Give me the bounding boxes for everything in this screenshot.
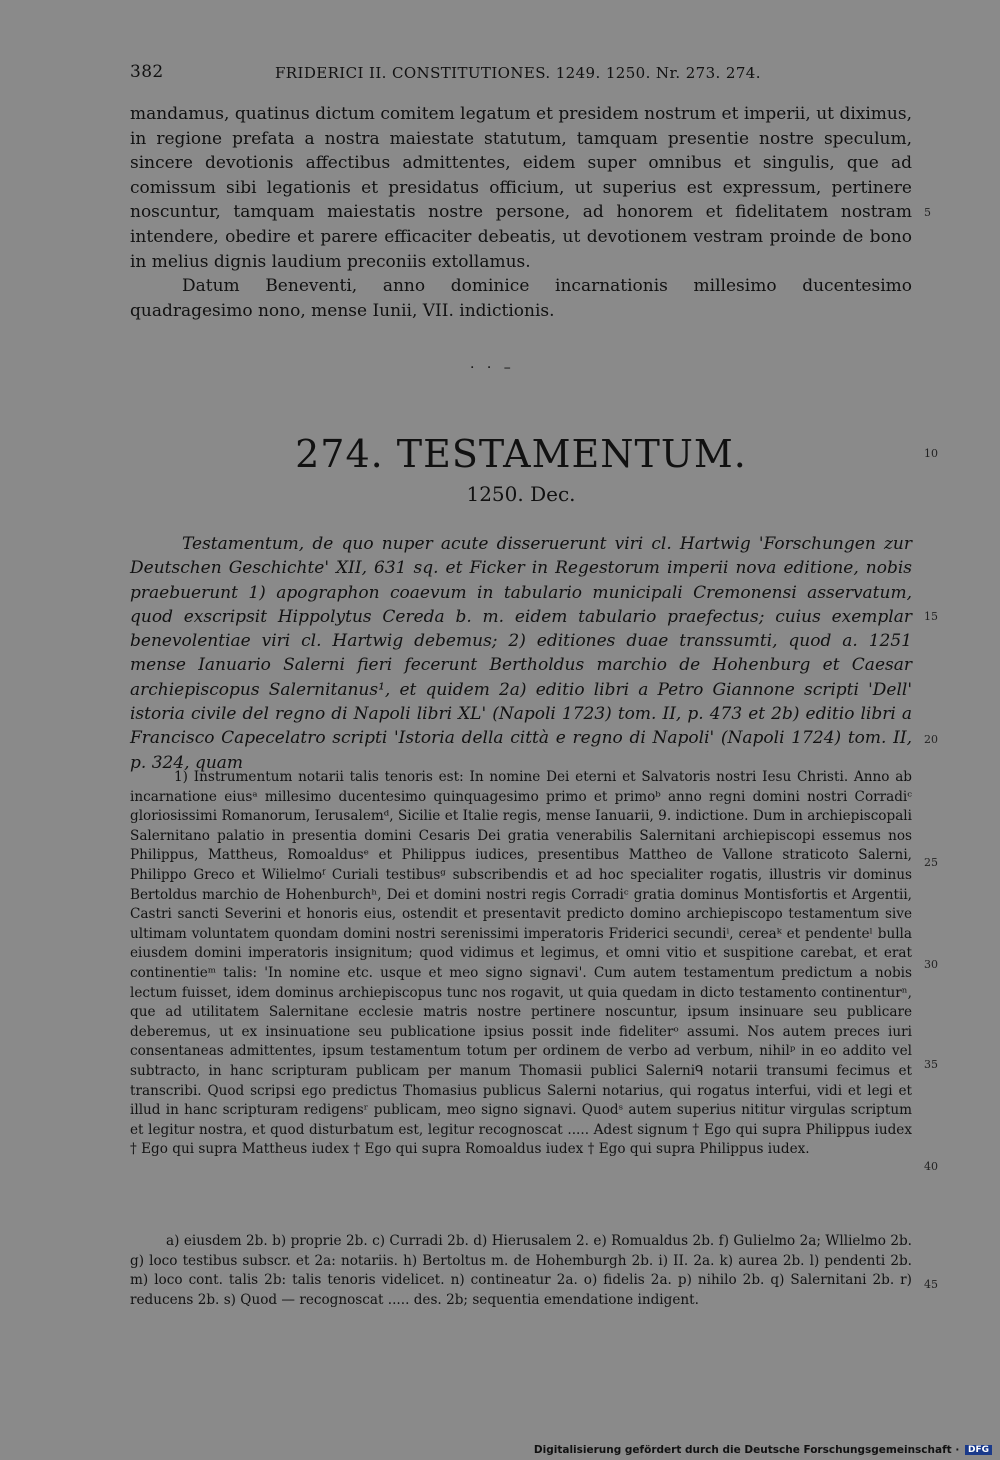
apparatus-notes (130, 1232, 912, 1310)
footnote-1 (130, 768, 912, 1160)
line-number: 40 (924, 1160, 938, 1173)
line-number: 45 (924, 1278, 938, 1291)
line-number: 35 (924, 1058, 938, 1071)
body-text (130, 102, 912, 323)
section-date: 1250. Dec. (466, 482, 576, 506)
running-title: FRIDERICI II. CONSTITUTIONES. 1249. 1250. Nr. 273. 274. (275, 64, 761, 82)
apparatus-notes-text: a) eiusdem 2b. b) proprie 2b. c) Curradi 2b. d) Hierusalem 2. e) Romualdus 2b. f) Gulielmo 2a; Wllielmo 2b. g) loco testibus subscr. et 2a: notariis. h) Bertoltus m. de Hohemburgh 2b. i) II. 2a. k) aurea 2b. l) pendenti 2b. m) loco cont. talis 2b: talis tenoris videlicet. n) contineatur 2a. o) fidelis 2a. p) nihilo 2b. q) Salernitani 2b. r) reducens 2b. s) Quod — recognoscat ..... des. 2b; sequentia emendatione indigent. (130, 1233, 912, 1308)
body-paragraph-2: Datum Beneventi, anno dominice incarnationis millesimo ducentesimo quadragesimo nono, mense Iunii, VII. indictionis. (130, 276, 912, 321)
line-number: 25 (924, 856, 938, 869)
line-number: 30 (924, 958, 938, 971)
footer-text: Digitalisierung gefördert durch die Deutsche Forschungsgemeinschaft · (533, 1444, 960, 1456)
footnote-1-text: 1) Instrumentum notarii talis tenoris est: In nomine Dei eterni et Salvatoris nostri Iesu Christi. Anno ab incarnatione eiusᵃ millesimo ducentesimo quinquagesimo primo et primoᵇ anno regni domini nostri Corradiᶜ gloriosissimi Romanorum, Ierusalemᵈ, Sicilie et Italie regis, mense Ianuarii, 9. indictione. Dum in archiepiscopali Salernitano palatio in presentia domini Cesaris Dei gratia venerabilis Salernitani archiepiscopi essemus nos Philippus, Mattheus, Romoaldusᵉ et Philippus iudices, presentibus Mattheo de Vallone straticoto Salerni, Philippo Greco et Wilielmoᶠ Curiali testibusᵍ subscribendis et ad hoc specialiter rogatis, illustris vir dominus Bertoldus marchio de Hohenburchʰ, Dei et domini nostri regis Corradiᶜ gratia dominus Montisfortis et Argentii, Castri sancti Severini et honoris eius, ostendit et presentavit predicto domino archiepiscopo testamentum sive ultimam voluntatem quondam domini nostri serenissimi imperatoris Friderici secundiⁱ, cereaᵏ et pendenteˡ bulla eiusdem domini imperatoris insignitum; quod vidimus et legimus, et omni vitio et suspitione carebat, et erat continentieᵐ talis: 'In nomine etc. usque et meo signo signavi'. Cum autem testamentum predictum a nobis lectum fuisset, idem dominus archiepiscopus tunc nos rogavit, ut quia quedam in dicto testamento continenturⁿ, que ad utilitatem Salernitane ecclesie matris nostre pertinere noscuntur, ipsum insinuare seu publicare deberemus, ut ex insinuatione seu publicatione ipsius possit inde fideliterᵒ assumi. Nos autem preces iuri consentaneas admittentes, ipsum testamentum totum per ordinem de verbo ad verbum, nihilᵖ in eo addito vel subtracto, in hanc scripturam publicam per manum Thomasii publici Salerniᑫ notarii transumi fecimus et transcribi. Quod scripsi ego predictus Thomasius publicus Salerni notarius, qui rogatus interfui, vidi et legi et illud in hanc scripturam redigensʳ publicam, meo signo signavi. Quodˢ autem superius nititur virgulas scriptum et legitur nostra, et quod disturbatum est, legitur recognoscat ..... Adest signum † Ego qui supra Philippus iudex † Ego qui supra Mattheus iudex † Ego qui supra Romoaldus iudex † Ego qui supra Philippus iudex. (130, 769, 912, 1158)
line-number: 15 (924, 610, 938, 623)
section-heading: 274. TESTAMENTUM. (295, 432, 747, 476)
line-number: 10 (924, 447, 938, 460)
intro-paragraph: Testamentum, de quo nuper acute disseruerunt viri cl. Hartwig 'Forschungen zur Deutschen Geschichte' XII, 631 sq. et Ficker in Regestorum imperii nova editione, nobis praebuerunt 1) apographon coaevum in tabulario municipali Cremonensi asservatum, quod exscripsit Hippolytus Cereda b. m. eidem tabulario praefectus; cuius exemplar benevolentiae viri cl. Hartwig debemus; 2) editiones duae transsumti, quod a. 1251 mense Ianuario Salerni fieri fecerunt Bertholdus marchio de Hohenburg et Caesar archiepiscopus Salernitanus¹, et quidem 2a) editio libri a Petro Giannone scripti 'Dell' istoria civile del regno di Napoli libri XL' (Napoli 1723) tom. II, p. 473 et 2b) editio libri a Francisco Capecelatro scripti 'Istoria della città e regno di Napoli' (Napoli 1724) tom. II, p. 324, quam (130, 534, 912, 773)
page-header (130, 62, 912, 86)
line-number: 20 (924, 733, 938, 746)
digitization-footer (534, 1444, 992, 1456)
body-paragraph-1: mandamus, quatinus dictum comitem legatum et presidem nostrum et imperii, ut diximus, in regione prefata a nostra maiestate statutum, tamquam presentie nostre speculum, sincere devotionis affectibus admittentes, eidem super omnibus et singulis, que ad comissum sibi legationis et presidatus officium, ut superius est expressum, pertinere noscuntur, tamquam maiestatis nostre persone, ad honorem et fidelitatem nostram intendere, obedire et parere efficaciter debeatis, ut devotionem vestram proinde de bono in melius dignis laudium preconiis extollamus. (130, 104, 912, 272)
section-separator: · · – (470, 360, 515, 376)
page-number: 382 (130, 62, 164, 82)
dfg-logo: DFG (965, 1445, 992, 1455)
line-number: 5 (924, 206, 931, 219)
section-intro (130, 532, 912, 775)
